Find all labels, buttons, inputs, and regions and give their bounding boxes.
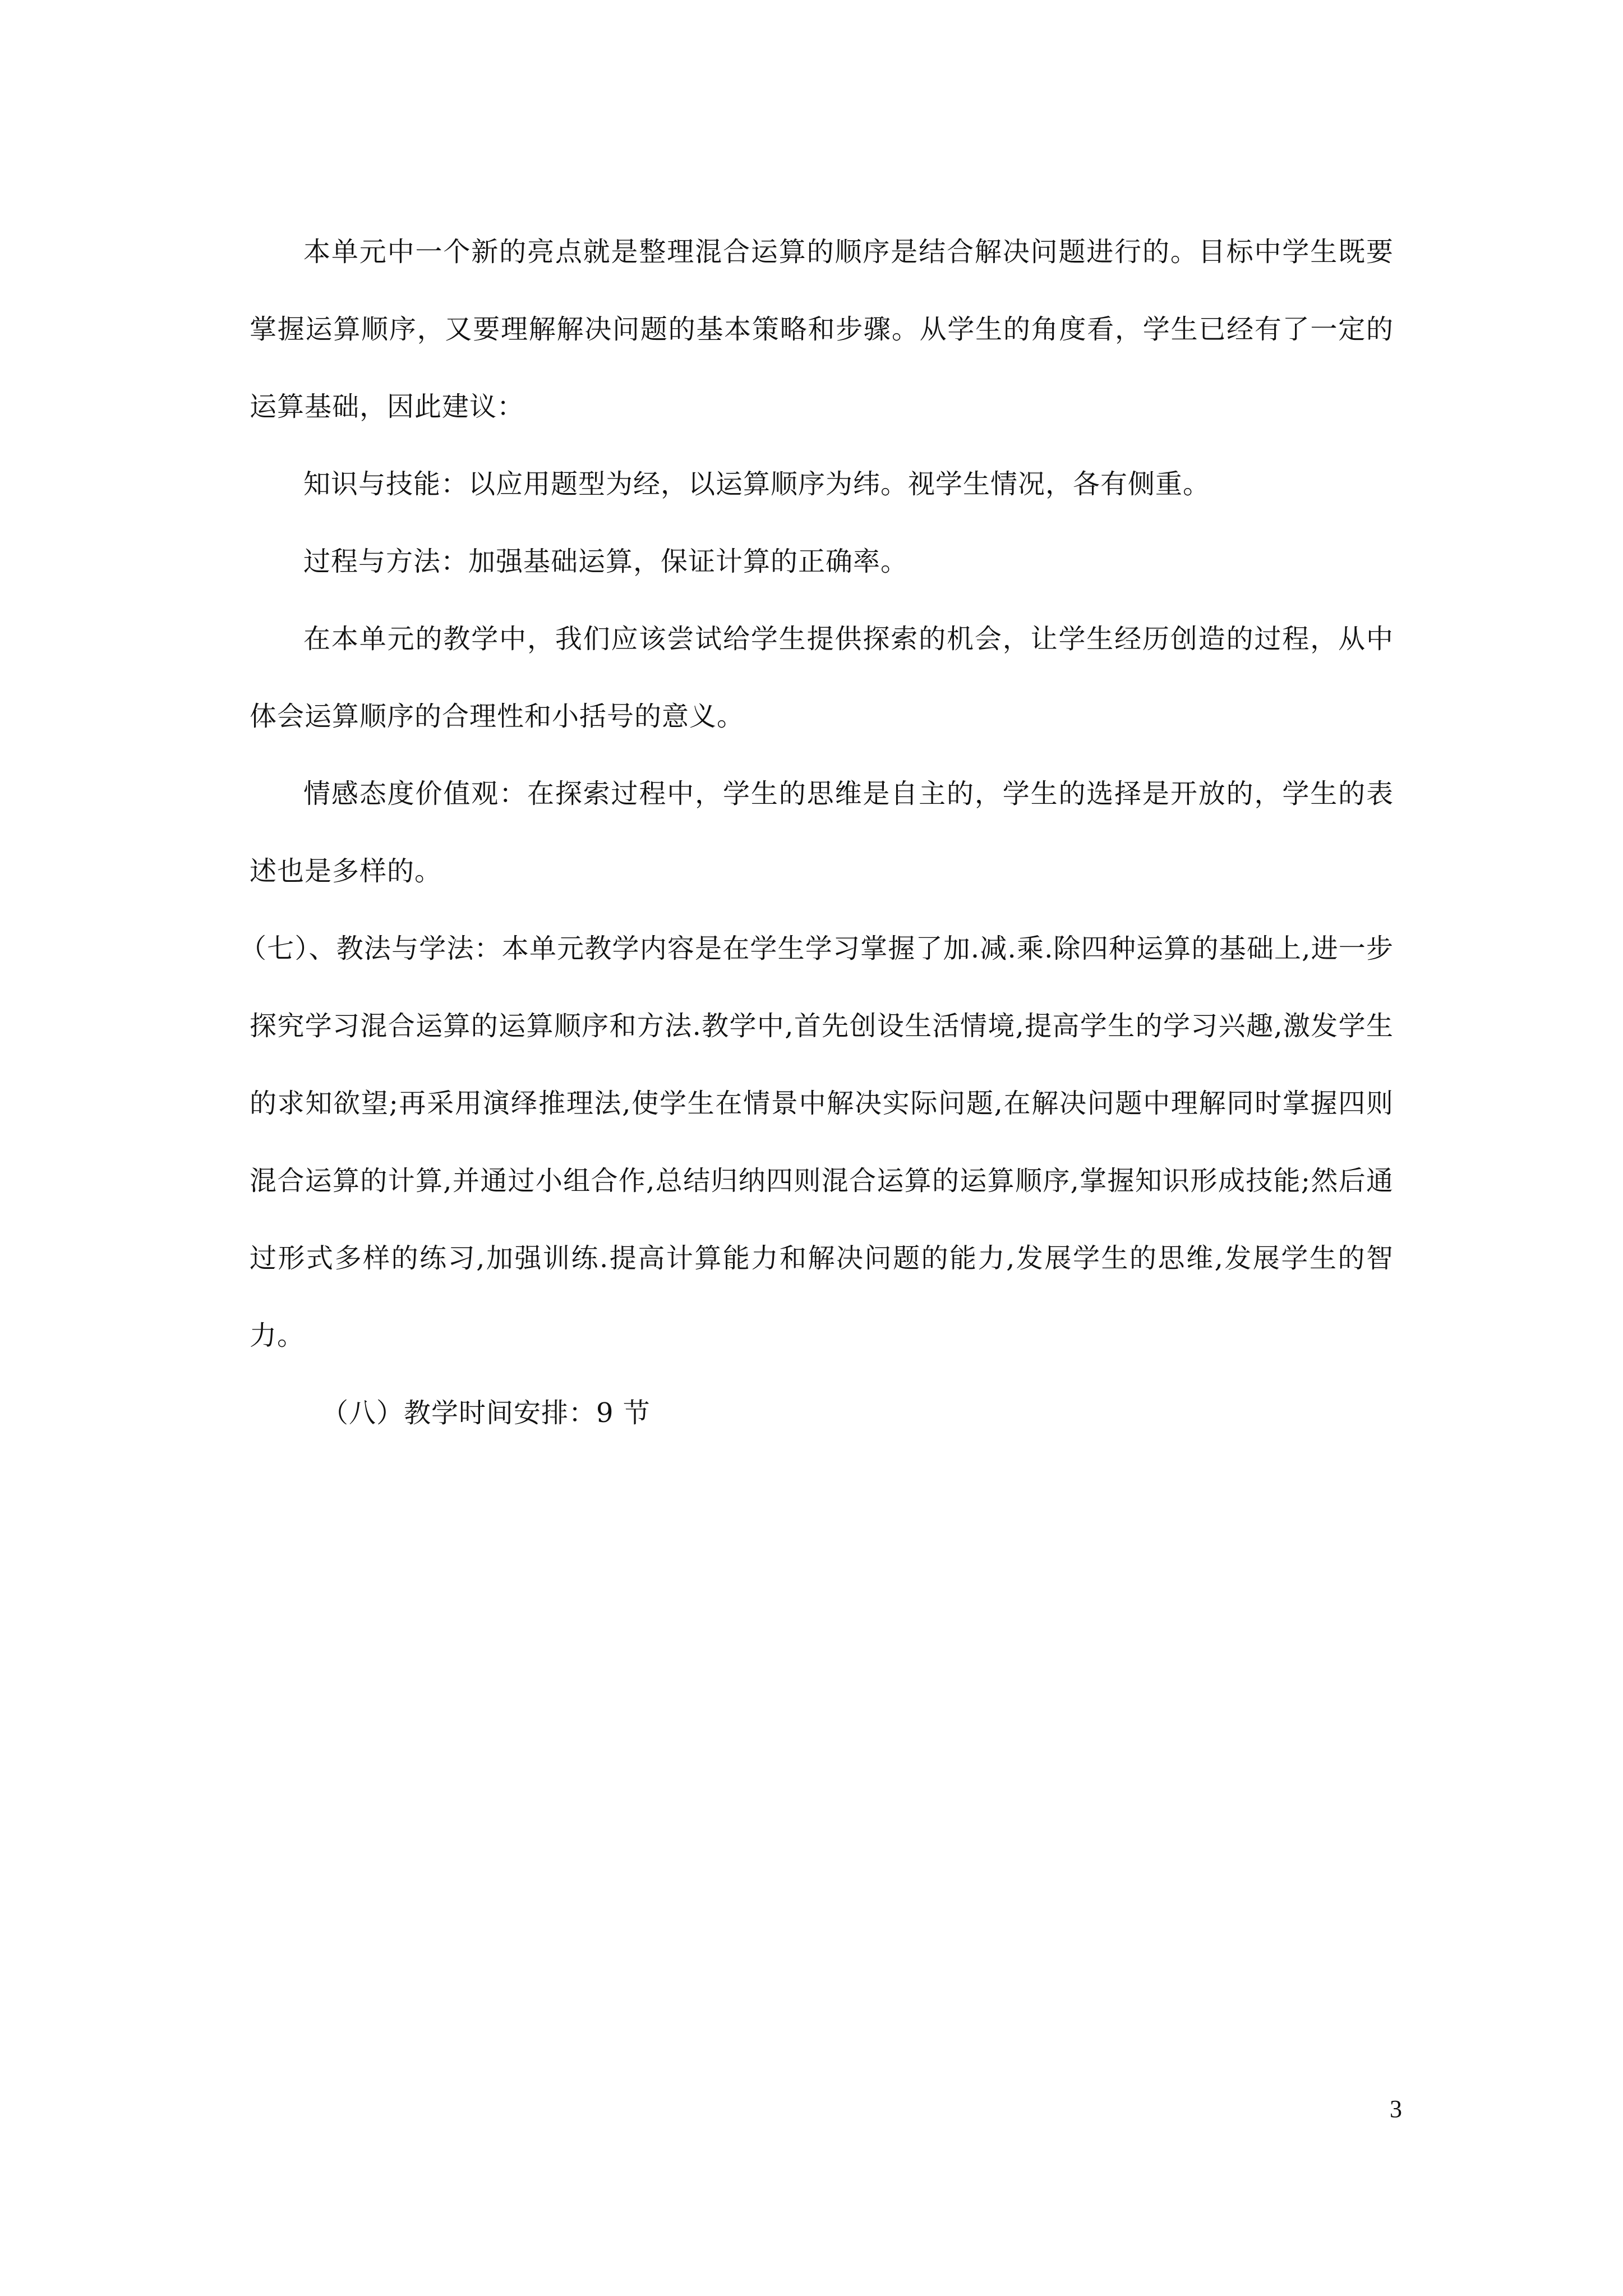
paragraph-time-arrangement: （八）教学时间安排：9 节 — [321, 1397, 651, 1429]
paragraph-unit-highlight: 本单元中一个新的亮点就是整理混合运算的顺序是结合解决问题进行的。目标中学生既要掌握运算顺序，又要理解解决问题的基本策略和步骤。从学生的角度看，学生已经有了一定的运算基础，因此建议： — [250, 236, 1394, 422]
page-number: 3 — [1390, 2095, 1402, 2123]
paragraph-teaching-exploration: 在本单元的教学中，我们应该尝试给学生提供探索的机会，让学生经历创造的过程，从中体会运算顺序的合理性和小括号的意义。 — [250, 623, 1394, 732]
paragraph-emotional-attitude: 情感态度价值观：在探索过程中，学生的思维是自主的，学生的选择是开放的，学生的表述也是多样的。 — [250, 778, 1394, 887]
document-body — [239, 213, 1394, 1452]
paragraph-teaching-methods: （七）、教法与学法：本单元教学内容是在学生学习掌握了加.减.乘.除四种运算的基础上,进一步探究学习混合运算的运算顺序和方法.教学中,首先创设生活情境,提高学生的学习兴趣,激发学生的求知欲望;再采用演绎推理法,使学生在情景中解决实际问题,在解决问题中理解同时掌握四则混合运算的计算,并通过小组合作,总结归纳四则混合运算的运算顺序,掌握知识形成技能;然后通过形式多样的练习,加强训练.提高计算能力和解决问题的能力,发展学生的思维,发展学生的智力。 — [239, 933, 1394, 1351]
paragraph-knowledge-skills: 知识与技能：以应用题型为经，以运算顺序为纬。视学生情况，各有侧重。 — [303, 468, 1211, 500]
paragraph-process-methods: 过程与方法：加强基础运算，保证计算的正确率。 — [303, 546, 909, 577]
